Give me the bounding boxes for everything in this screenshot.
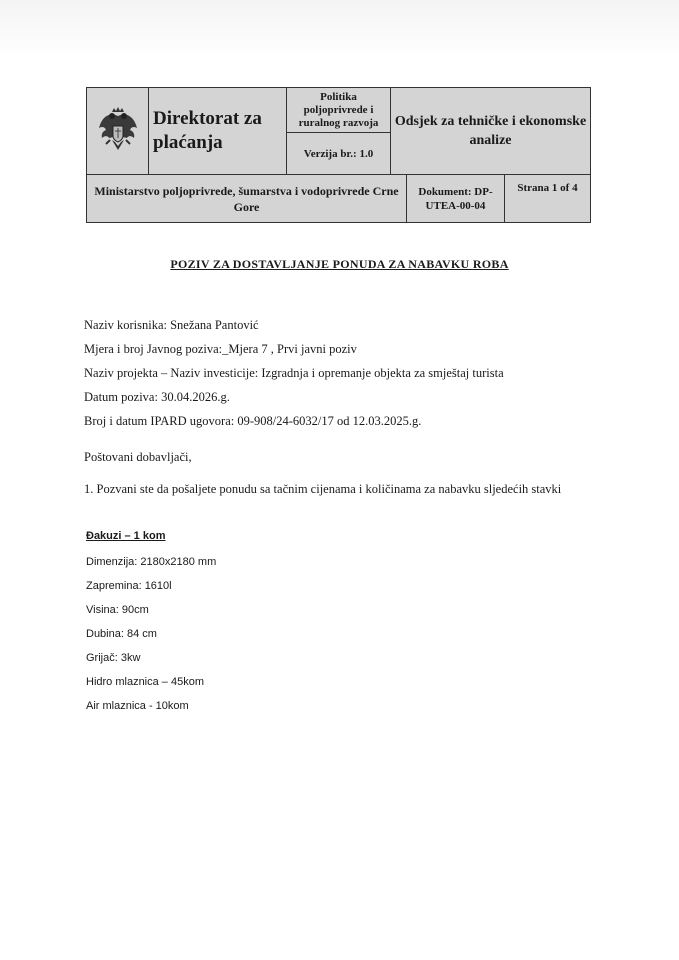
- coat-of-arms-icon: [96, 106, 140, 156]
- policy-label: Politika poljoprivrede i ruralnog razvoja: [287, 88, 391, 133]
- document-number: Dokument: DP-UTEA-00-04: [407, 175, 505, 223]
- logo-cell: [87, 88, 149, 175]
- ministry-label: Ministarstvo poljoprivrede, šumarstva i vodoprivrede Crne Gore: [87, 175, 407, 223]
- scan-shade: [0, 0, 679, 60]
- spec-line: Dubina: 84 cm: [86, 628, 157, 640]
- project-line: Naziv projekta – Naziv investicije: Izgradnja i opremanje objekta za smještaj turista: [84, 366, 504, 380]
- date-line: Datum poziva: 30.04.2026.g.: [84, 390, 230, 404]
- spec-line: Dimenzija: 2180x2180 mm: [86, 556, 217, 568]
- beneficiary-line: Naziv korisnika: Snežana Pantović: [84, 318, 259, 332]
- product-title: Đakuzi – 1 kom: [86, 530, 166, 542]
- greeting: Poštovani dobavljači,: [84, 450, 192, 464]
- spec-line: Air mlaznica - 10kom: [86, 700, 189, 712]
- spec-line: Grijač: 3kw: [86, 652, 141, 664]
- document-title: POZIV ZA DOSTAVLJANJE PONUDA ZA NABAVKU ROBA: [170, 257, 509, 271]
- page-number: Strana 1 of 4: [505, 175, 591, 223]
- spec-line: Zapremina: 1610l: [86, 580, 172, 592]
- spec-line: Visina: 90cm: [86, 604, 149, 616]
- measure-line: Mjera i broj Javnog poziva:_Mjera 7 , Prvi javni poziv: [84, 342, 357, 356]
- directorate-title: Direktorat za plaćanja: [149, 88, 287, 175]
- version-label: Verzija br.: 1.0: [287, 133, 391, 175]
- document-header-table: [86, 87, 591, 223]
- contract-line: Broj i datum IPARD ugovora: 09-908/24-6032/17 od 12.03.2025.g.: [84, 414, 422, 428]
- department-title: Odsjek za tehničke i ekonomske analize: [391, 88, 591, 175]
- spec-line: Hidro mlaznica – 45kom: [86, 676, 204, 688]
- instruction-item-1: 1. Pozvani ste da pošaljete ponudu sa tačnim cijenama i količinama za nabavku sljedećih stavki: [84, 482, 562, 496]
